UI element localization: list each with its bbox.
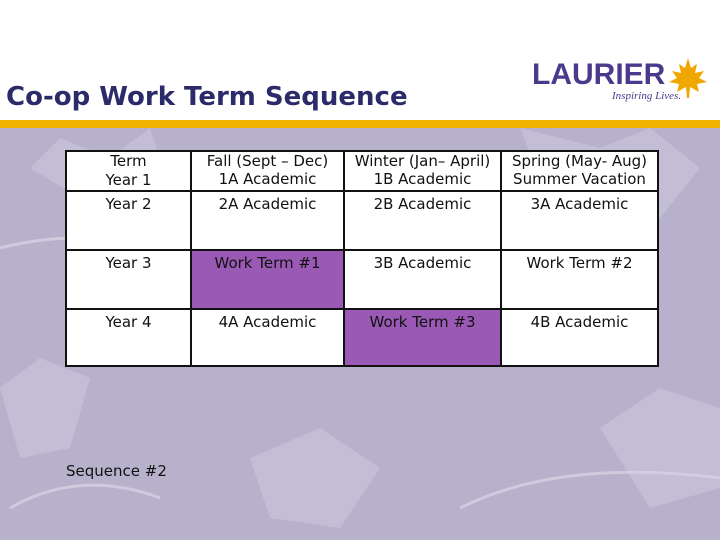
cell-year4-winter-work-term bbox=[344, 309, 501, 366]
cell-year4-fall bbox=[191, 309, 344, 366]
table-row bbox=[66, 309, 658, 366]
cell-text: Work Term #2 bbox=[526, 254, 633, 272]
header-cell-term bbox=[66, 151, 191, 191]
sequence-caption: Sequence #2 bbox=[66, 462, 167, 480]
cell-year3-fall-work-term bbox=[191, 250, 344, 309]
row-label-text: Year 4 bbox=[105, 313, 152, 331]
cell-text: 3B Academic bbox=[373, 254, 472, 272]
header-cell-spring bbox=[501, 151, 658, 191]
header-winter-label: Winter (Jan– April) bbox=[354, 152, 491, 170]
slide-title: Co-op Work Term Sequence bbox=[6, 82, 408, 112]
table-header-row bbox=[66, 151, 658, 191]
table-row bbox=[66, 191, 658, 250]
cell-text: 2A Academic bbox=[218, 195, 317, 213]
header-term-label: Term bbox=[110, 152, 147, 170]
cell-text: Work Term #1 bbox=[214, 254, 321, 272]
row-label-year-2 bbox=[66, 191, 191, 250]
cell-year1-fall: 1A Academic bbox=[218, 170, 317, 188]
work-term-sequence-table bbox=[65, 150, 659, 367]
logo-wordmark: LAURIER bbox=[532, 58, 666, 91]
cell-year2-spring bbox=[501, 191, 658, 250]
cell-year2-winter bbox=[344, 191, 501, 250]
maple-leaf-icon bbox=[666, 56, 710, 100]
row-label-text: Year 3 bbox=[105, 254, 152, 272]
logo-tagline: Inspiring Lives. bbox=[612, 90, 682, 102]
cell-year1-spring: Summer Vacation bbox=[513, 170, 646, 188]
cell-text: 2B Academic bbox=[373, 195, 472, 213]
header-fall-label: Fall (Sept – Dec) bbox=[206, 152, 329, 170]
row-label-year-3 bbox=[66, 250, 191, 309]
row-label-text: Year 2 bbox=[105, 195, 152, 213]
header-spring-label: Spring (May- Aug) bbox=[511, 152, 648, 170]
table-row bbox=[66, 250, 658, 309]
cell-year1-winter: 1B Academic bbox=[373, 170, 472, 188]
header-cell-fall bbox=[191, 151, 344, 191]
cell-year3-winter bbox=[344, 250, 501, 309]
cell-text: 4A Academic bbox=[218, 313, 317, 331]
cell-text: Work Term #3 bbox=[369, 313, 476, 331]
cell-year3-spring-work-term bbox=[501, 250, 658, 309]
row-label-year-4 bbox=[66, 309, 191, 366]
laurier-logo bbox=[530, 56, 710, 108]
cell-year4-spring bbox=[501, 309, 658, 366]
row-label-year-1: Year 1 bbox=[105, 171, 152, 189]
title-underline-bar bbox=[0, 120, 720, 128]
header-cell-winter bbox=[344, 151, 501, 191]
cell-text: 4B Academic bbox=[530, 313, 629, 331]
cell-year2-fall bbox=[191, 191, 344, 250]
cell-text: 3A Academic bbox=[530, 195, 629, 213]
